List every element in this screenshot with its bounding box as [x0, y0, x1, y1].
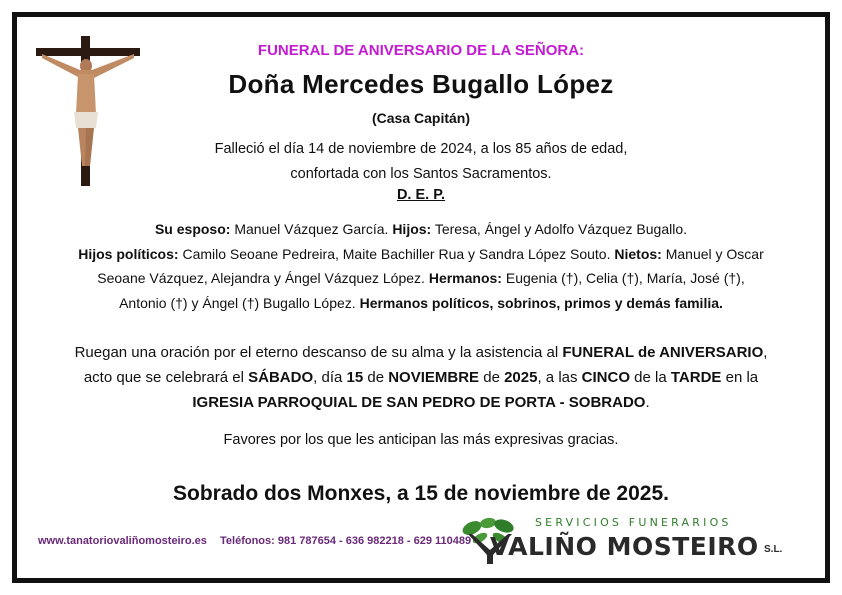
death-line-2: confortada con los Santos Sacramentos.: [290, 166, 552, 182]
header-title: FUNERAL DE ANIVERSARIO DE LA SEÑORA:: [257, 42, 585, 59]
prayer-text: [60, 340, 782, 415]
prayer-t8: en la: [721, 369, 759, 386]
prayer-t3: , día: [313, 369, 347, 386]
prayer-t9: .: [645, 394, 650, 411]
resto-familia: Hermanos políticos, sobrinos, primos y demás familia.: [359, 294, 723, 311]
prayer-b5: 2025: [504, 369, 538, 386]
logo-tagline: SERVICIOS FUNERARIOS: [535, 516, 732, 529]
hijos-label: Hijos:: [392, 221, 432, 237]
thanks-text: Favores por los que les anticipan las más expresivas gracias.: [223, 432, 619, 448]
prayer-t4: de: [363, 369, 389, 386]
prayer-b4: NOVIEMBRE: [388, 369, 480, 386]
company-logo: [460, 516, 800, 566]
prayer-t2: , acto que se celebrará el: [83, 344, 768, 386]
prayer-b7: TARDE: [670, 369, 722, 386]
politicos-label: Hijos políticos:: [78, 245, 179, 262]
prayer-b2: SÁBADO: [248, 369, 314, 386]
death-notice: [0, 137, 842, 187]
logo-suffix: S.L.: [764, 544, 783, 555]
hermanos-label: Hermanos:: [428, 270, 502, 286]
nietos-label: Nietos:: [614, 245, 662, 262]
esposo-label: Su esposo:: [154, 221, 231, 237]
dep-text: D. E. P.: [396, 187, 446, 203]
logo-name: VALIÑO MOSTEIRO: [490, 532, 759, 561]
politicos-names: Camilo Seoane Pedreira, Maite Bachiller Rua y Sandra López Souto.: [178, 245, 615, 262]
prayer-b1: FUNERAL de ANIVERSARIO: [562, 344, 764, 361]
phone-numbers: Teléfonos: 981 787654 - 636 982218 - 629 110489: [220, 535, 472, 547]
prayer-t6: , a las: [537, 369, 582, 386]
nietos-names: Manuel y Oscar Seoane Vázquez, Alejandra y Ángel Vázquez López.: [97, 245, 764, 286]
prayer-t1: Ruegan una oración por el eterno descanso de su alma y la asistencia al: [74, 344, 563, 361]
death-line-1: Falleció el día 14 de noviembre de 2024, a los 85 años de edad,: [214, 141, 628, 157]
church-name: IGRESIA PARROQUIAL DE SAN PEDRO DE PORTA - SOBRADO: [192, 394, 646, 411]
prayer-t5: de: [479, 369, 505, 386]
prayer-t7: de la: [630, 369, 671, 386]
prayer-b6: CINCO: [581, 369, 630, 386]
esposo-names: Manuel Vázquez García.: [230, 221, 393, 237]
deceased-name: Doña Mercedes Bugallo López: [228, 69, 614, 99]
hijos-names: Teresa, Ángel y Adolfo Vázquez Bugallo.: [431, 221, 688, 237]
family-list: [72, 217, 770, 315]
place-date: Sobrado dos Monxes, a 15 de noviembre de 2025.: [172, 482, 669, 505]
house-alias: (Casa Capitán): [371, 110, 471, 126]
hermanos-names: Eugenia (†), Celia (†), María, José (†), Antonio (†) y Ángel (†) Bugallo López.: [119, 270, 745, 311]
website-link[interactable]: www.tanatoriovaliñomosteiro.es: [38, 535, 207, 547]
prayer-b3: 15: [346, 369, 364, 386]
